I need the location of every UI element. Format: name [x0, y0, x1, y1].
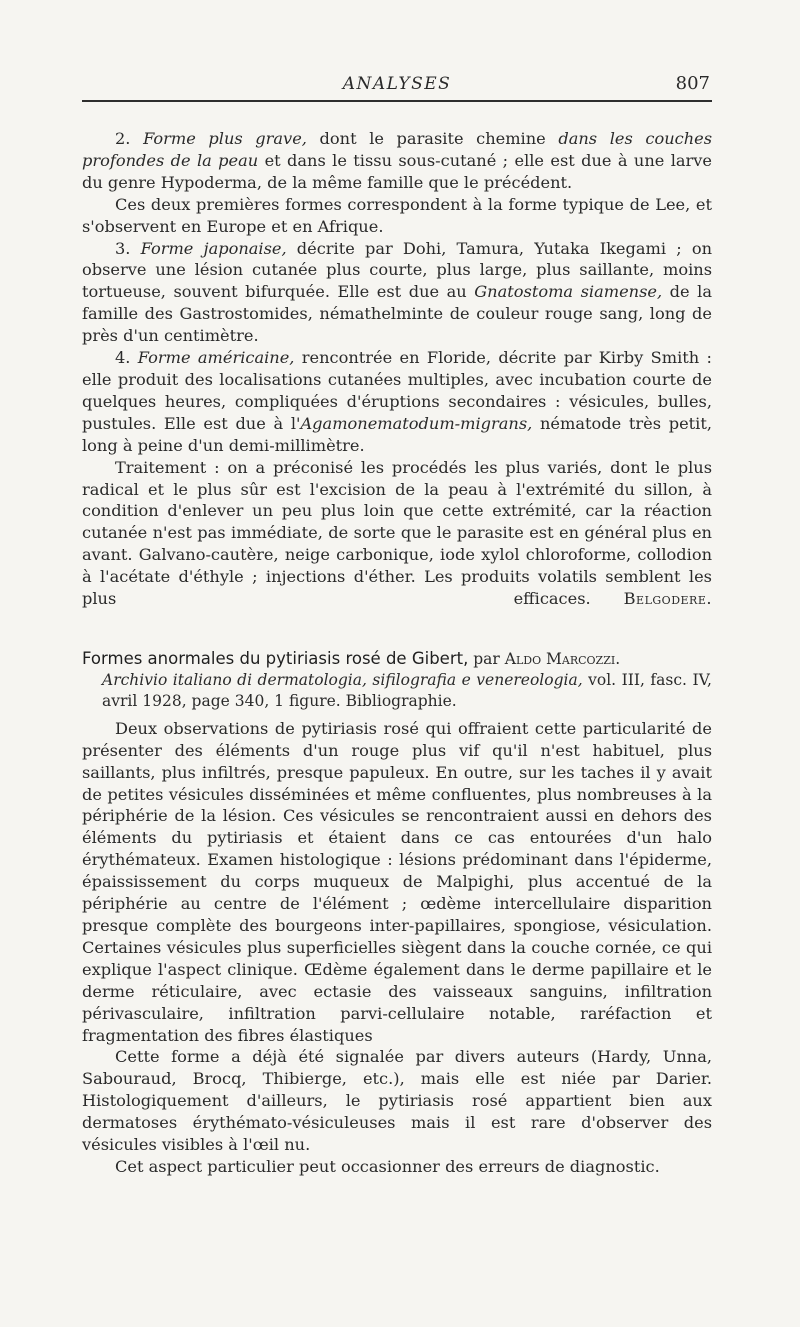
paragraph	[82, 128, 712, 194]
paragraph	[82, 347, 712, 457]
paragraph-text: de la famille des Gastrostomides, némathelminte de couleur rouge sang, long de près d'un centimètre.	[82, 282, 712, 346]
journal-name: Archivio italiano di dermatologia, sifilografia e venereologia,	[102, 670, 583, 689]
review-heading	[82, 648, 712, 712]
species-name: Agamonematodum-migrans,	[300, 413, 533, 433]
paragraph	[82, 457, 712, 632]
main-text	[82, 128, 712, 1178]
review-author: Aldo Marcozzi.	[504, 649, 621, 668]
paragraph-text: et dans le tissu sous-cutané ; elle est due à une larve du genre Hypoderma, de la même famille que le précédent.	[82, 150, 713, 192]
paragraph-text: nématode très petit, long à peine d'un demi-millimètre.	[82, 413, 712, 455]
paragraph: Cet aspect particulier peut occasionner des erreurs de diagnostic.	[115, 1156, 660, 1176]
form-name: Forme japonaise,	[140, 238, 287, 258]
section-cutaneous-larva	[82, 128, 712, 632]
form-name: Forme américaine,	[137, 348, 295, 368]
publication-details: vol. III, fasc. IV, avril 1928, page 340, 1 figure. Bibliographie.	[102, 670, 712, 710]
species-name: Gnatostoma siamense,	[474, 282, 663, 302]
running-header	[82, 72, 712, 102]
review-title: Formes anormales du pytiriasis rosé de Gibert,	[82, 648, 469, 668]
author-signature: Belgodere.	[623, 589, 712, 609]
paragraph-text: rencontrée en Floride, décrite par Kirby Smith : elle produit des localisations cutanées multiples, avec incubation courte de quelques heures, compliquées d'éruptions secondaires : vésicules, bulles, pustules. Elle est due à l'	[82, 348, 712, 433]
section-pityriasis	[82, 718, 712, 1178]
paragraph: Cette forme a déjà été signalée par divers auteurs (Hardy, Unna, Sabouraud, Brocq, Thibierge, etc.), mais elle est niée par Darier. Histologiquement d'ailleurs, le pytiriasis rosé appartient bien aux dermatoses érythémato-vésiculeuses mais il est rare d'observer des vésicules visibles à l'œil nu.	[82, 1047, 712, 1155]
running-title: ANALYSES	[342, 74, 452, 94]
review-source	[82, 670, 712, 712]
item-number: 2.	[115, 129, 144, 148]
paragraph-text: Traitement : on a préconisé les procédés les plus variés, dont le plus radical et le plus sûr est l'excision de la peau à l'extrémité du sillon, à condition d'enlever un peu plus loin que cette extrémité, car la réaction cutanée n'est pas immédiate, de sorte que le parasite est en général plus en avant. Galvano-cautère, neige carbonique, iode xylol chloroforme, collodion à l'acétate d'éthyle ; injections d'éther. Les produits volatils semblent les plus efficaces.	[82, 457, 712, 609]
item-number: 4.	[115, 348, 138, 368]
paragraph: Deux observations de pytiriasis rosé qui offraient cette particularité de présenter des éléments d'un rouge plus vif qu'il n'est habituel, plus saillants, plus infiltrés, presque papuleux. En outre, sur les taches il y avait de petites vésicules disséminées et même confluentes, plus nombreuses à la périphérie de la lésion. Ces vésicules se rencontraient aussi en dehors des éléments du pytiriasis et étaient dans ce cas entourées d'un halo érythémateux. Examen histologique : lésions prédominant dans l'épiderme, épaississement du corps muqueux de Malpighi, plus accentué de la périphérie au centre de l'élément ; œdème intercellulaire disparition presque complète des bourgeons inter-papillaires, spongiose, vésiculation. Certaines vésicules plus superficielles siègent dans la couche cornée, ce qui explique l'aspect clinique. Œdème également dans le derme papillaire et le derme réticulaire, avec ectasie des vaisseaux sanguins, infiltration périvasculaire, infiltration parvi-cellulaire notable, raréfaction et fragmentation des fibres élastiques	[82, 718, 712, 1045]
paragraph-text: dont le parasite chemine	[306, 129, 559, 148]
paragraph	[82, 238, 712, 348]
item-number: 3.	[115, 238, 141, 258]
emphasis: dans les couches profondes de la peau	[82, 129, 713, 170]
paragraph: Ces deux premières formes correspondent à la forme typique de Lee, et s'observent en Europe et en Afrique.	[82, 194, 712, 236]
review-by: par	[468, 649, 505, 668]
paragraph-text: décrite par Dohi, Tamura, Yutaka Ikegami ; on observe une lésion cutanée plus courte, plus large, plus saillante, moins tortueuse, souvent bifurquée. Elle est due au	[82, 238, 712, 302]
form-name: Forme plus grave,	[143, 129, 307, 148]
page-number: 807	[675, 73, 710, 94]
